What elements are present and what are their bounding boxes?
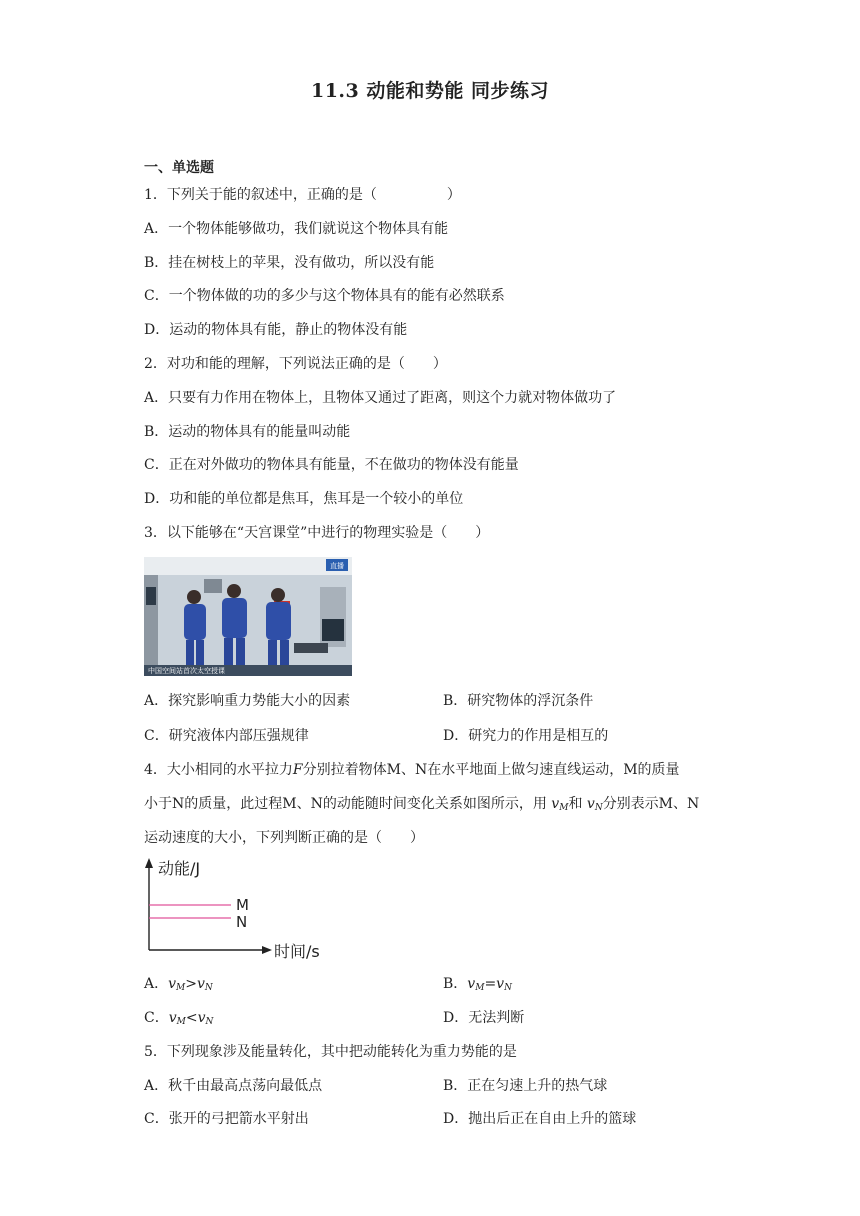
q1-option-d: D．运动的物体具有能，静止的物体没有能 <box>144 322 408 338</box>
q4-option-a <box>144 974 213 998</box>
q5-option-c: C．张开的弓把箭水平射出 <box>144 1111 309 1127</box>
q4-stem-text: 小于N的质量，此过程M、N的动能随时间变化关系如图所示，用 <box>144 796 547 812</box>
velocity-symbol: v <box>168 976 177 992</box>
velocity-symbol: v <box>586 796 595 812</box>
y-axis-arrow <box>145 858 153 868</box>
relation-symbol: = <box>484 976 497 992</box>
velocity-subscript: M <box>475 983 485 993</box>
q4-stem-text: 4．大小相同的水平拉力 <box>144 762 293 778</box>
q3-option-d: D．研究力的作用是相互的 <box>443 728 609 744</box>
velocity-symbol: v <box>496 976 505 992</box>
velocity-subscript: M <box>176 1017 186 1027</box>
kinetic-energy-time-graph <box>140 852 330 970</box>
velocity-symbol: v <box>168 1010 177 1026</box>
q4-option-d: D．无法判断 <box>443 1010 525 1026</box>
velocity-symbol: v <box>197 1010 206 1026</box>
relation-symbol: > <box>185 976 197 992</box>
q4-stem-line2 <box>144 794 699 818</box>
option-label: C． <box>144 1010 169 1026</box>
velocity-subscript: N <box>205 1017 214 1027</box>
tiangong-classroom-photo <box>144 557 352 676</box>
q1-option-b: B．挂在树枝上的苹果，没有做功，所以没有能 <box>144 255 435 271</box>
q4-option-b <box>443 974 512 998</box>
q3-option-c: C．研究液体内部压强规律 <box>144 728 309 744</box>
velocity-subscript: M <box>176 983 186 993</box>
q1-option-a: A．一个物体能够做功，我们就说这个物体具有能 <box>144 221 449 237</box>
q4-stem-line1 <box>144 760 680 780</box>
q2-option-d: D．功和能的单位都是焦耳，焦耳是一个较小的单位 <box>144 491 464 507</box>
photo-caption: 中国空间站首次太空授课 <box>148 667 225 675</box>
velocity-symbol: v <box>467 976 476 992</box>
q5-option-d: D．抛出后正在自由上升的篮球 <box>443 1111 637 1127</box>
section-heading: 一、单选题 <box>144 160 214 176</box>
q2-option-c: C．正在对外做功的物体具有能量，不在做功的物体没有能量 <box>144 457 519 473</box>
relation-symbol: < <box>185 1010 198 1026</box>
page-title: 11.3 动能和势能 同步练习 <box>310 80 549 102</box>
q4-stem-text: 分别拉着物体M、N在水平地面上做匀速直线运动，M的质量 <box>302 762 680 778</box>
q4-option-c <box>144 1008 213 1032</box>
q2-stem: 2．对功和能的理解，下列说法正确的是（ ） <box>144 356 447 372</box>
option-label: A． <box>144 976 169 992</box>
q3-stem: 3．以下能够在“天宫课堂”中进行的物理实验是（ ） <box>144 525 490 541</box>
q4-stem-line3: 运动速度的大小，下列判断正确的是（ ） <box>144 830 424 846</box>
line-m-label: M <box>236 896 249 914</box>
q2-option-a: A．只要有力作用在物体上，且物体又通过了距离，则这个力就对物体做功了 <box>144 390 617 406</box>
q4-stem-text: 和 <box>568 796 583 812</box>
line-n-label: N <box>236 913 248 931</box>
option-label: B． <box>443 976 468 992</box>
q1-option-c: C．一个物体做的功的多少与这个物体具有的能有必然联系 <box>144 288 505 304</box>
y-axis-label: 动能/J <box>158 859 201 878</box>
q5-option-b: B．正在匀速上升的热气球 <box>443 1078 608 1094</box>
velocity-subscript: N <box>504 983 512 993</box>
q5-stem: 5．下列现象涉及能量转化，其中把动能转化为重力势能的是 <box>144 1044 517 1060</box>
q3-option-b: B．研究物体的浮沉条件 <box>443 693 594 709</box>
x-axis-arrow <box>262 946 272 954</box>
velocity-symbol: v <box>197 976 205 992</box>
photo-live-tag: 直播 <box>330 562 344 570</box>
q4-force-symbol: F <box>292 762 303 778</box>
x-axis-label: 时间/s <box>274 942 320 961</box>
velocity-subscript: N <box>204 983 213 993</box>
q3-option-a: A．探究影响重力势能大小的因素 <box>144 693 351 709</box>
q2-option-b: B．运动的物体具有的能量叫动能 <box>144 424 351 440</box>
velocity-subscript: N <box>594 803 603 813</box>
q1-stem: 1．下列关于能的叙述中，正确的是（ ） <box>144 187 461 203</box>
q5-option-a: A．秋千由最高点荡向最低点 <box>144 1078 323 1094</box>
velocity-subscript: M <box>559 803 569 813</box>
q4-stem-text: 分别表示M、N <box>602 796 700 812</box>
velocity-symbol: v <box>551 796 560 812</box>
